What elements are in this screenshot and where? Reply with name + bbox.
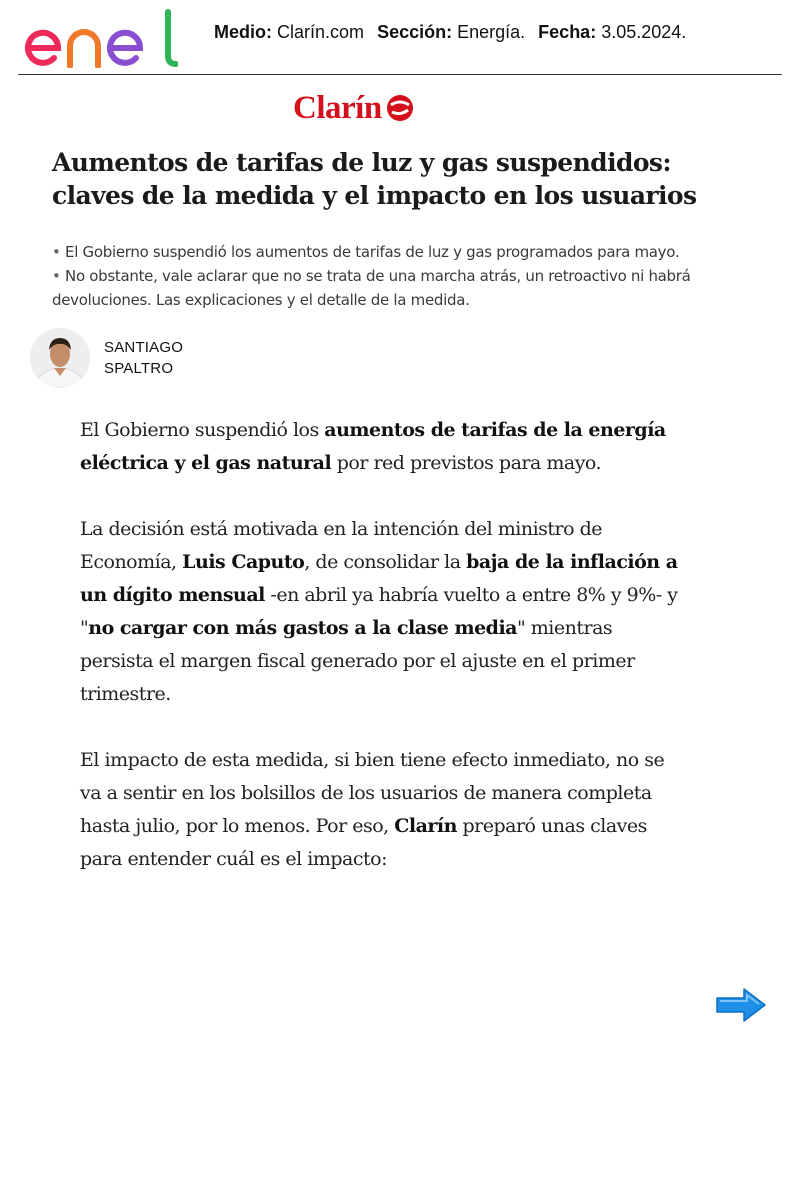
emphasis-text: baja de la inflación a un dígito mensual <box>80 551 678 606</box>
paragraph-text: preparó unas claves para entender cuál es el impacto: <box>80 815 647 870</box>
clarin-wordmark: Clarín <box>293 90 382 126</box>
paragraph-text: La decisión está motivada en la intención del ministro de Economía, <box>80 518 603 573</box>
seccion-label: Sección: <box>377 22 453 42</box>
clarin-logo <box>293 88 415 128</box>
summary-item: • El Gobierno suspendió los aumentos de tarifas de luz y gas programados para mayo. <box>52 243 680 261</box>
emphasis-text: Luis Caputo <box>182 551 305 573</box>
medio-value: Clarín.com <box>277 22 365 42</box>
seccion-value: Energía. <box>457 22 526 42</box>
fecha-value: 3.05.2024. <box>601 22 687 42</box>
fecha-label: Fecha: <box>538 22 597 42</box>
article-paragraph <box>80 513 680 711</box>
emphasis-text: no cargar con más gastos a la clase media <box>88 617 517 639</box>
paragraph-text: -en abril ya habría vuelto a entre 8% y 9%- y " <box>80 584 678 639</box>
arrow-right-icon[interactable] <box>714 986 768 1024</box>
clipping-header <box>18 8 782 74</box>
paragraph-text: El impacto de esta medida, si bien tiene efecto inmediato, no se va a sentir en los bolsillos de los usuarios de manera completa hasta julio, por lo menos. Por eso, <box>80 749 665 837</box>
article-headline: Aumentos de tarifas de luz y gas suspendidos: claves de la medida y el impacto en los usuarios <box>52 148 697 210</box>
clarin-mark-icon <box>385 93 415 123</box>
clipping-meta <box>214 22 686 43</box>
emphasis-text: Clarín <box>394 815 457 837</box>
paragraph-text: por red previstos para mayo. <box>331 452 602 474</box>
paragraph-text: El Gobierno suspendió los <box>80 419 325 441</box>
author-photo-icon <box>30 328 90 388</box>
paragraph-text: " mientras persista el margen fiscal generado por el ajuste en el primer trimestre. <box>80 617 635 705</box>
article-summary <box>52 240 752 312</box>
summary-item: • No obstante, vale aclarar que no se trata de una marcha atrás, un retroactivo ni habrá devoluciones. Las explicaciones y el detalle de la medida. <box>52 267 691 309</box>
header-divider <box>18 74 782 75</box>
author-name: SANTIAGO SPALTRO <box>104 339 184 377</box>
paragraph-text: , de consolidar la <box>304 551 467 573</box>
enel-logo <box>18 8 178 68</box>
emphasis-text: aumentos de tarifas de la energía eléctrica y el gas natural <box>80 419 666 474</box>
author-avatar <box>30 328 90 388</box>
author-byline <box>30 326 183 390</box>
article-paragraph <box>80 414 680 480</box>
medio-label: Medio: <box>214 22 272 42</box>
article-paragraph <box>80 744 680 876</box>
article-body <box>80 414 680 909</box>
